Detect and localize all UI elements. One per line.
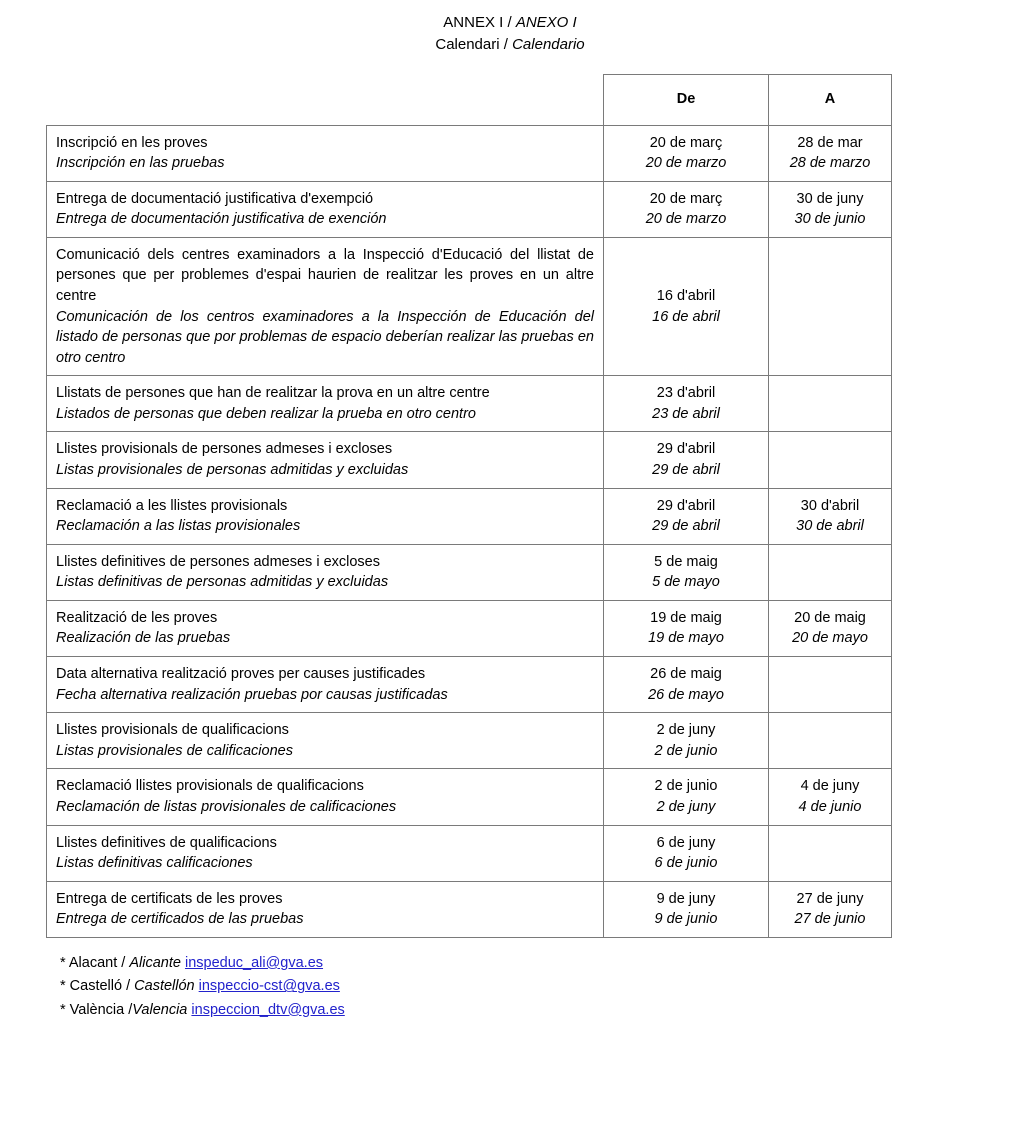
title-line-calendar: [0, 34, 1020, 56]
row-from-date-es: 29 de abril: [652, 462, 720, 479]
row-to-date: [769, 544, 892, 600]
row-from-date: [604, 125, 769, 181]
title-calendar-es: Calendario: [512, 35, 585, 53]
footnote-city-ca: Alacant: [68, 954, 118, 971]
footnote-castello: [60, 975, 1020, 998]
footnote-star: *: [60, 978, 70, 995]
email-link-castello[interactable]: inspeccio-cst@gva.es: [198, 978, 340, 995]
row-description-ca: Entrega de certificats de les proves: [56, 890, 283, 907]
row-description: [47, 181, 604, 237]
row-from-date: [604, 600, 769, 656]
row-description-ca: Data alternativa realització proves per causes justificades: [56, 666, 426, 683]
row-description: [47, 713, 604, 769]
email-link-valencia[interactable]: inspeccion_dtv@gva.es: [191, 1001, 345, 1018]
row-description: [47, 376, 604, 432]
row-from-date: [604, 769, 769, 825]
column-header-to: A: [769, 74, 892, 125]
row-from-date: [604, 881, 769, 937]
row-to-date: [769, 769, 892, 825]
row-description-es: Comunicación de los centros examinadores a la Inspección de Educación del listado de personas que por problemas de espacio deberían realizar las pruebas en otro centro: [56, 308, 594, 366]
row-to-date: [769, 376, 892, 432]
title-annex-sep: /: [503, 14, 516, 31]
row-from-date-es: 20 de marzo: [645, 211, 727, 228]
row-description-es: Listas provisionales de calificaciones: [56, 742, 293, 759]
row-to-date-es: 30 de abril: [796, 518, 864, 535]
row-from-date-ca: 29 d'abril: [656, 441, 716, 458]
row-from-date: [604, 544, 769, 600]
row-description-es: Listas definitivas calificaciones: [56, 855, 253, 872]
row-to-date-ca: 28 de mar: [797, 134, 863, 151]
table-row: [47, 713, 892, 769]
row-from-date-ca: 2 de junio: [654, 778, 718, 795]
row-from-date: [604, 825, 769, 881]
footnote-city-ca: València: [69, 1001, 125, 1018]
document-page: [0, 12, 1020, 1143]
row-description-ca: Comunicació dels centres examinadors a la Inspecció d'Educació del llistat de persones que per problemes d'espai haurien de realitzar les proves en un altre centre: [56, 246, 594, 304]
row-description-ca: Entrega de documentació justificativa d'exempció: [56, 190, 374, 207]
row-description-ca: Reclamació a les llistes provisionals: [56, 497, 288, 514]
table-row: [47, 544, 892, 600]
row-description: [47, 657, 604, 713]
page-title: [0, 12, 1020, 56]
row-from-date-ca: 2 de juny: [656, 722, 716, 739]
title-annex-ca: ANNEX I: [443, 14, 504, 31]
row-to-date-es: 4 de junio: [798, 798, 862, 815]
title-annex-es: ANEXO I: [515, 14, 577, 31]
row-to-date: [769, 657, 892, 713]
row-from-date-ca: 20 de març: [649, 134, 723, 151]
table-row: [47, 237, 892, 375]
row-to-date-es: 28 de marzo: [789, 155, 871, 172]
row-description-ca: Reclamació llistes provisionals de qualificacions: [56, 778, 364, 795]
row-description: [47, 125, 604, 181]
row-from-date-es: 6 de junio: [654, 855, 718, 872]
row-to-date: [769, 125, 892, 181]
calendar-table: [46, 74, 892, 938]
row-description: [47, 432, 604, 488]
row-from-date-ca: 23 d'abril: [656, 385, 716, 402]
footnote-city-es: Castellón: [134, 978, 195, 995]
email-link-alacant[interactable]: inspeduc_ali@gva.es: [184, 954, 324, 971]
row-description-ca: Inscripció en les proves: [56, 134, 208, 151]
row-to-date-ca: 27 de juny: [796, 890, 864, 907]
table-row: [47, 825, 892, 881]
row-from-date-es: 16 de abril: [652, 308, 720, 325]
row-from-date-ca: 5 de maig: [654, 553, 718, 570]
row-description-es: Entrega de certificados de las pruebas: [56, 911, 304, 928]
footnote-separator: /: [124, 1001, 133, 1018]
row-from-date: [604, 432, 769, 488]
row-from-date-es: 26 de mayo: [648, 686, 724, 703]
row-from-date-es: 9 de junio: [654, 911, 718, 928]
row-from-date-es: 2 de juny: [656, 798, 716, 815]
row-description-es: Listados de personas que deben realizar la prueba en otro centro: [56, 405, 476, 422]
row-to-date-es: 27 de junio: [794, 911, 866, 928]
row-description: [47, 237, 604, 375]
row-from-date-es: 29 de abril: [652, 518, 720, 535]
table-row: [47, 432, 892, 488]
row-description-es: Listas definitivas de personas admitidas y excluidas: [56, 574, 389, 591]
row-from-date-ca: 9 de juny: [656, 890, 716, 907]
footnote-city-es: Alicante: [129, 954, 181, 971]
footnote-city-ca: Castelló: [69, 978, 123, 995]
row-from-date-ca: 19 de maig: [650, 609, 722, 626]
row-from-date-ca: 6 de juny: [656, 834, 716, 851]
row-from-date: [604, 713, 769, 769]
title-calendar-ca: Calendari: [435, 35, 500, 53]
row-to-date: [769, 600, 892, 656]
row-from-date-es: 5 de mayo: [652, 574, 720, 591]
row-description-es: Listas provisionales de personas admitidas y excluidas: [56, 462, 409, 479]
footnote-valencia: [60, 999, 1020, 1022]
row-to-date: [769, 237, 892, 375]
table-row: [47, 600, 892, 656]
row-to-date: [769, 713, 892, 769]
row-from-date: [604, 657, 769, 713]
row-from-date-ca: 16 d'abril: [656, 287, 716, 304]
row-description-ca: Llistes definitives de qualificacions: [56, 834, 277, 851]
row-description: [47, 769, 604, 825]
title-line-annex: [0, 12, 1020, 34]
row-to-date-es: 30 de junio: [794, 211, 866, 228]
row-to-date-ca: 4 de juny: [800, 778, 860, 795]
table-row: [47, 181, 892, 237]
row-to-date: [769, 181, 892, 237]
row-description: [47, 881, 604, 937]
row-from-date-es: 23 de abril: [652, 405, 720, 422]
table-row: [47, 125, 892, 181]
table-row: [47, 488, 892, 544]
row-to-date-ca: 30 d'abril: [800, 497, 860, 514]
footnote-star: *: [60, 954, 69, 971]
table-row: [47, 657, 892, 713]
row-to-date-ca: 30 de juny: [796, 190, 864, 207]
table-row: [47, 881, 892, 937]
table-row: [47, 376, 892, 432]
row-description-ca: Realització de les proves: [56, 609, 218, 626]
row-description-ca: Llistes provisionals de qualificacions: [56, 722, 289, 739]
row-to-date: [769, 432, 892, 488]
title-calendar-sep: /: [499, 35, 513, 53]
row-description-es: Inscripción en las pruebas: [56, 155, 225, 172]
row-description-ca: Llistats de persones que han de realitzar la prova en un altre centre: [56, 385, 490, 402]
row-from-date: [604, 376, 769, 432]
row-from-date: [604, 237, 769, 375]
row-to-date: [769, 825, 892, 881]
row-description-es: Entrega de documentación justificativa de exención: [56, 211, 387, 228]
row-description: [47, 544, 604, 600]
row-from-date-ca: 29 d'abril: [656, 497, 716, 514]
row-from-date-es: 2 de junio: [654, 742, 718, 759]
row-description-es: Fecha alternativa realización pruebas por causas justificadas: [56, 686, 448, 703]
row-from-date-es: 20 de marzo: [645, 155, 727, 172]
row-to-date-es: 20 de mayo: [792, 630, 868, 647]
footnotes: [60, 952, 1020, 1022]
row-to-date: [769, 881, 892, 937]
row-to-date-ca: 20 de maig: [794, 609, 866, 626]
row-description-es: Reclamación a las listas provisionales: [56, 518, 301, 535]
row-description: [47, 825, 604, 881]
column-header-from: De: [604, 74, 769, 125]
row-to-date: [769, 488, 892, 544]
row-from-date-es: 19 de mayo: [648, 630, 724, 647]
row-description-ca: Llistes definitives de persones admeses i excloses: [56, 553, 380, 570]
footnote-star: *: [60, 1001, 70, 1018]
column-header-description: [47, 74, 604, 125]
table-header-row: [47, 74, 892, 125]
row-description-es: Realización de las pruebas: [56, 630, 231, 647]
row-from-date: [604, 181, 769, 237]
footnote-alacant: [60, 952, 1020, 975]
table-row: [47, 769, 892, 825]
row-description-ca: Llistes provisionals de persones admeses i excloses: [56, 441, 393, 458]
row-from-date: [604, 488, 769, 544]
row-from-date-ca: 20 de març: [649, 190, 723, 207]
row-description: [47, 488, 604, 544]
footnote-city-es: Valencia: [132, 1001, 188, 1018]
footnote-separator: /: [117, 954, 130, 971]
row-description-es: Reclamación de listas provisionales de calificaciones: [56, 798, 397, 815]
row-from-date-ca: 26 de maig: [650, 666, 722, 683]
row-description: [47, 600, 604, 656]
footnote-separator: /: [122, 978, 135, 995]
